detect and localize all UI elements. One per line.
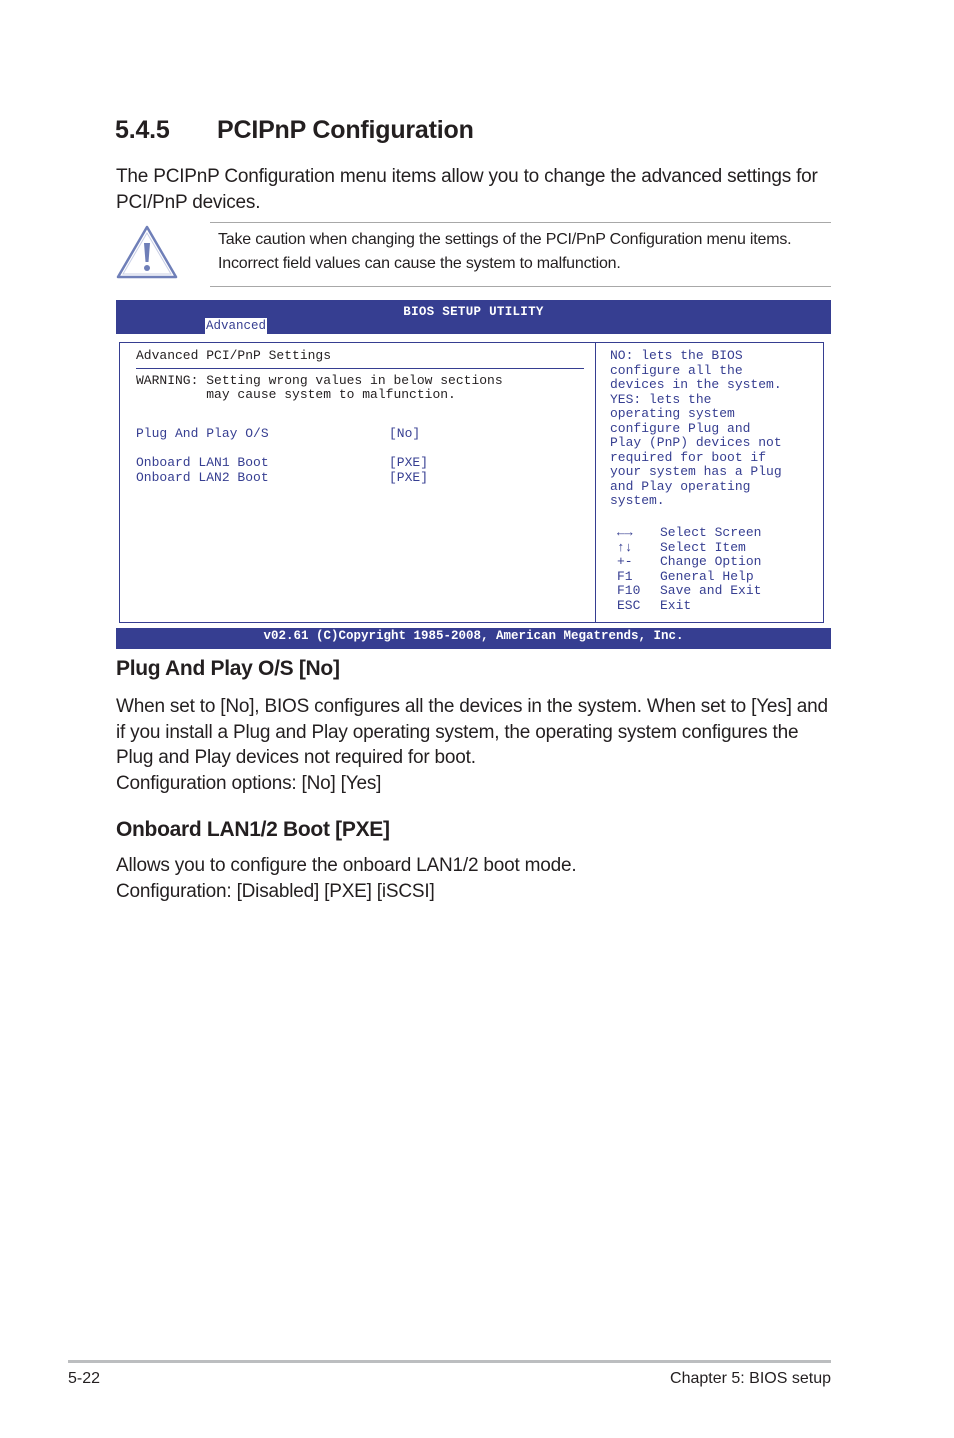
bios-item-lan1-boot-value[interactable]: [PXE] xyxy=(389,455,429,470)
bios-screen xyxy=(116,300,831,649)
bios-key-legend xyxy=(617,526,761,613)
section-heading xyxy=(115,116,474,145)
bios-warning-line-1: WARNING: Setting wrong values in below sections xyxy=(136,373,503,388)
intro-paragraph: The PCIPnP Configuration menu items allow you to change the advanced settings for PCI/PnP devices. xyxy=(116,166,818,213)
onboard-lan-options: Configuration: [Disabled] [PXE] [iSCSI] xyxy=(116,880,435,902)
key-row xyxy=(617,526,761,541)
key-row xyxy=(617,599,761,614)
onboard-lan-description xyxy=(116,853,836,904)
tab-advanced[interactable]: Advanced xyxy=(206,319,267,333)
plug-and-play-heading: Plug And Play O/S [No] xyxy=(116,657,340,680)
plug-and-play-description xyxy=(116,694,836,796)
bios-divider xyxy=(595,342,596,623)
key-row xyxy=(617,541,761,556)
key-arrows-ud-icon: ↑↓ xyxy=(617,539,633,555)
bios-heading-rule xyxy=(136,368,584,369)
key-action: General Help xyxy=(660,568,754,584)
chapter-label: Chapter 5: BIOS setup xyxy=(670,1370,831,1387)
key-row xyxy=(617,555,761,570)
section-title: PCIPnP Configuration xyxy=(217,116,474,144)
key-action: Exit xyxy=(660,597,692,613)
bios-item-plug-and-play-label[interactable]: Plug And Play O/S xyxy=(136,426,269,441)
page-number: 5-22 xyxy=(68,1370,101,1387)
key-row xyxy=(617,570,761,585)
key-action: Change Option xyxy=(660,554,762,569)
bios-item-lan2-boot-label[interactable]: Onboard LAN2 Boot xyxy=(136,470,269,485)
note-bottom-rule xyxy=(210,286,831,287)
note-top-rule xyxy=(210,222,831,223)
key-action: Select Item xyxy=(660,539,746,555)
plug-and-play-options: Configuration options: [No] [Yes] xyxy=(116,772,382,794)
caution-note-text: Take caution when changing the settings of the PCI/PnP Configuration menu items. Incorrect field values can cause the system to malfunction. xyxy=(218,231,792,272)
onboard-lan-heading: Onboard LAN1/2 Boot [PXE] xyxy=(116,818,390,841)
bios-body xyxy=(116,334,831,628)
bios-warning-line-2: may cause system to malfunction. xyxy=(136,387,456,402)
bios-help-text: NO: lets the BIOS configure all the devices in the system. YES: lets the operating system configure Plug and Play (PnP) devices not required for boot if your system has a Plug and Play operating system. xyxy=(610,348,782,508)
bios-copyright-bar: v02.61 (C)Copyright 1985-2008, American Megatrends, Inc. xyxy=(116,628,831,649)
key-f1: F1 xyxy=(617,568,633,584)
bios-item-lan2-boot-value[interactable]: [PXE] xyxy=(389,470,429,485)
caution-triangle-icon xyxy=(116,224,178,280)
section-number: 5.4.5 xyxy=(115,116,170,144)
key-action: Save and Exit xyxy=(660,583,762,598)
key-action: Select Screen xyxy=(660,525,762,540)
bios-item-lan1-boot-label[interactable]: Onboard LAN1 Boot xyxy=(136,455,269,470)
key-plus-minus: +- xyxy=(617,554,633,569)
bios-title: BIOS SETUP UTILITY xyxy=(403,305,544,319)
bios-item-plug-and-play-value[interactable]: [No] xyxy=(389,426,421,441)
key-esc: ESC xyxy=(617,597,641,613)
bios-heading: Advanced PCI/PnP Settings xyxy=(136,348,332,363)
bios-title-bar xyxy=(116,300,831,334)
key-arrows-lr-icon: ←→ xyxy=(617,525,633,540)
key-row xyxy=(617,584,761,599)
key-f10: F10 xyxy=(617,583,641,598)
footer-rule xyxy=(68,1360,831,1363)
plug-and-play-text: When set to [No], BIOS configures all the devices in the system. When set to [Yes] and if you install a Plug and Play operating system, the operating system configures the Plug and Play devices not required for boot. xyxy=(116,696,828,768)
onboard-lan-text: Allows you to configure the onboard LAN1/2 boot mode. xyxy=(116,855,577,876)
